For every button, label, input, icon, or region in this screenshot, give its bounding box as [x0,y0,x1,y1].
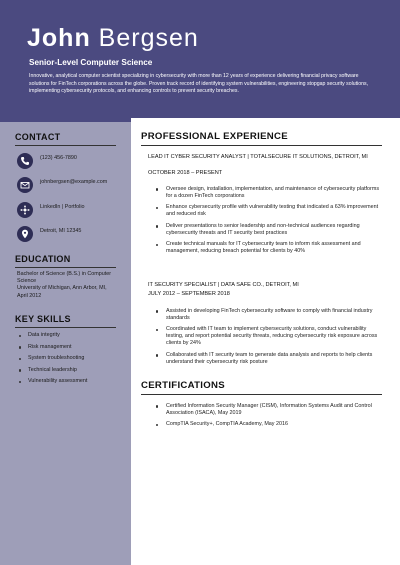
location-pin-icon [17,226,33,242]
job-dates: OCTOBER 2018 – PRESENT [148,170,223,176]
job-bullet: Collaborated with IT security team to generate data analysis and reports to help clients understand their cybersecurity risk posture [148,352,380,366]
network-icon [17,202,33,218]
last-name: Bergsen [98,24,199,52]
education-heading: EDUCATION [15,254,71,264]
skill-item: Vulnerability assessment [17,376,117,388]
email-address[interactable]: johnbergsen@example.com [40,179,108,185]
skills-divider [15,327,116,328]
job-title: LEAD IT CYBER SECURITY ANALYST | TOTALSECURE IT SOLUTIONS, DETROIT, MI [148,154,368,160]
skill-item: Technical leadership [17,365,117,377]
job-bullet: Deliver presentations to senior leadership and non-technical audiences regarding cybersecurity threats and IT security best practices [148,223,380,237]
certification-item: CompTIA Security+, CompTIA Academy, May 2016 [148,421,380,428]
email-icon [17,177,33,193]
contact-heading: CONTACT [15,132,61,142]
certifications-heading: CERTIFICATIONS [141,380,225,391]
professional-summary: Innovative, analytical computer scientist specializing in cybersecurity with more than 12 years of experience delivering financial privacy software solutions for FinTech corporations across the globe. Proven track record of identifying system vulnerabilities, engineering stopgap security solutions, implementing cybersecurity protocols, and enhancing controls to prevent security breaches. [29,73,369,95]
job-bullet: Enhance cybersecurity profile with vulnerability testing that indicated a 63% improvement and reduced risk [148,204,380,218]
job-bullet: Create technical manuals for IT cybersecurity team to inform risk assessment and management, reducing breach potential for clients by 40% [148,241,380,255]
job-bullet: Oversee design, installation, implementation, and maintenance of cybersecurity platforms for a dozen FinTech corporations [148,186,380,200]
first-name: John [27,24,91,52]
job-role: Senior-Level Computer Science [29,58,153,67]
contact-divider [15,145,116,146]
skills-list [17,330,117,388]
certifications-divider [141,394,382,395]
skills-heading: KEY SKILLS [15,314,71,324]
skill-item: Risk management [17,342,117,354]
candidate-name [27,24,199,52]
education-divider [15,267,116,268]
job-title: IT SECURITY SPECIALIST | DATA SAFE CO., DETROIT, MI [148,282,299,288]
linkedin-portfolio-link[interactable]: LinkedIn | Portfolio [40,204,85,210]
education-details: Bachelor of Science (B.S.) in Computer Science University of Michigan, Ann Arbor, MI, April 2012 [17,271,112,299]
job-bullet: Assisted in developing FinTech cybersecurity software to comply with financial industry standards [148,308,380,322]
location-text: Detroit, MI 12345 [40,228,82,234]
resume-header [0,0,400,118]
skill-item: Data integrity [17,330,117,342]
phone-icon [17,153,33,169]
experience-heading: PROFESSIONAL EXPERIENCE [141,131,288,142]
job-dates: JULY 2012 – SEPTEMBER 2018 [148,291,230,297]
job-bullets [148,308,380,370]
certification-item: Certified Information Security Manager (CISM), Information Systems Audit and Control Association (ISACA), May 2019 [148,403,380,417]
skill-item: System troubleshooting [17,353,117,365]
job-bullets [148,186,380,260]
phone-number: (123) 456-7890 [40,155,77,161]
job-bullet: Coordinated with IT team to implement cybersecurity solutions, conduct vulnerability testing, and report potential security threats, reducing cybersecurity risk exposure across clients by 24% [148,326,380,347]
experience-divider [141,145,382,146]
certifications-list [148,403,380,433]
